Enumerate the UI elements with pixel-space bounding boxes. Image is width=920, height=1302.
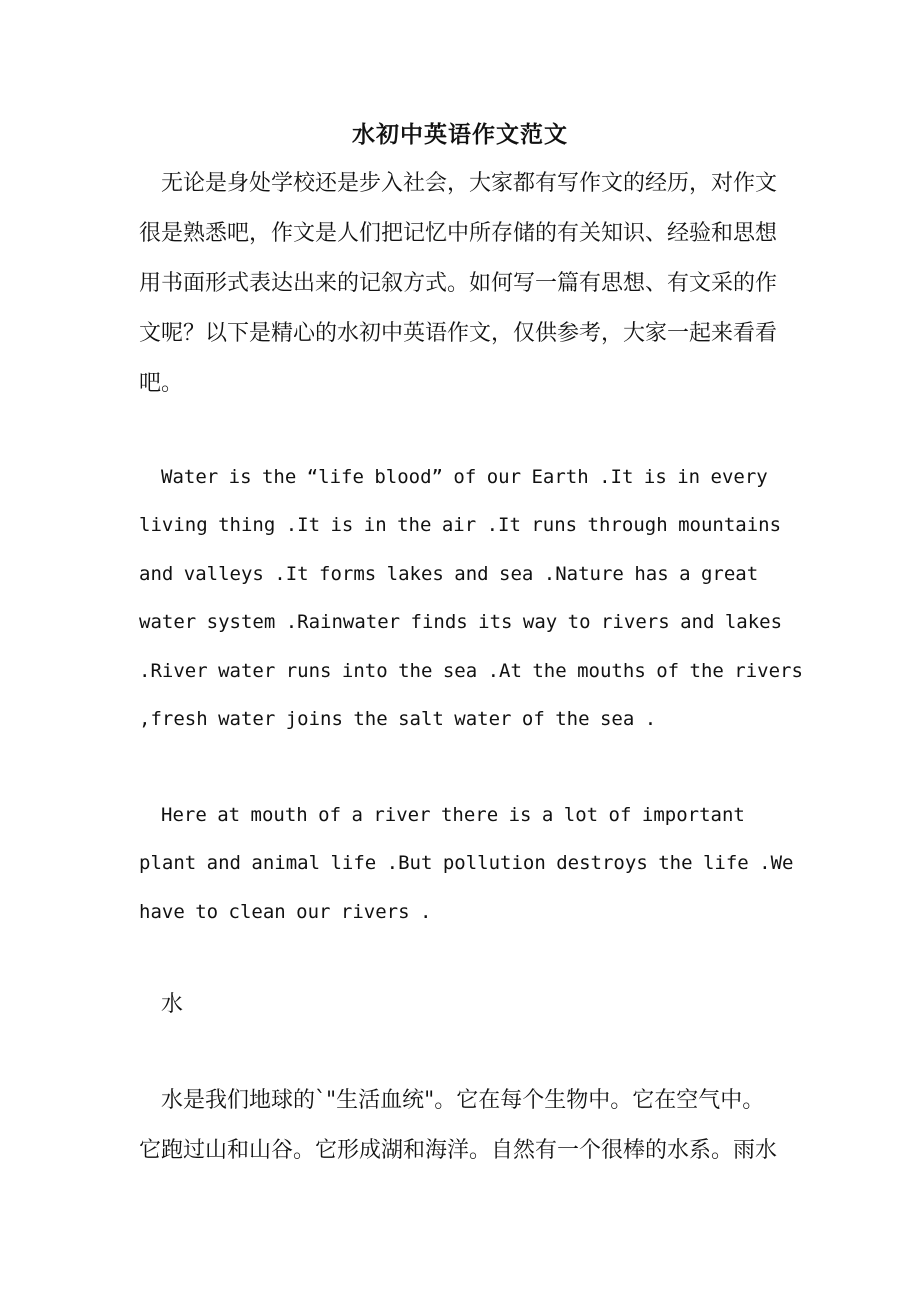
english-line: living thing .It is in the air .It runs through mountains bbox=[139, 514, 782, 537]
english-line: and valleys .It forms lakes and sea .Nature has a great bbox=[139, 562, 759, 585]
chinese-section-title bbox=[139, 980, 779, 1030]
english-line: Here at mouth of a river there is a lot of important bbox=[161, 804, 745, 826]
english-line: .River water runs into the sea .At the mouths of the rivers bbox=[139, 659, 803, 682]
english-paragraph-1 bbox=[139, 453, 803, 743]
english-line: water system .Rainwater finds its way to rivers and lakes bbox=[139, 611, 783, 634]
english-line: Water is the “life blood” of our Earth .It is in every bbox=[161, 466, 768, 488]
intro-line: 文呢？以下是精心的水初中英语作文，仅供参考，大家一起来看看 bbox=[139, 321, 778, 346]
chinese-title-text: 水 bbox=[161, 992, 184, 1017]
english-line: have to clean our rivers . bbox=[139, 900, 432, 923]
english-line: plant and animal life .But pollution destroys the life .We bbox=[139, 852, 794, 875]
english-paragraph-2 bbox=[139, 791, 799, 936]
english-line: ,fresh water joins the salt water of the sea . bbox=[139, 708, 657, 731]
essay-title: 水初中英语作文范文 bbox=[352, 121, 568, 148]
intro-paragraph bbox=[139, 159, 779, 409]
intro-line: 很是熟悉吧，作文是人们把记忆中所存储的有关知识、经验和思想 bbox=[139, 221, 778, 246]
intro-line: 用书面形式表达出来的记叙方式。如何写一篇有思想、有文采的作 bbox=[139, 271, 778, 296]
chinese-line: 它跑过山和山谷。它形成湖和海洋。自然有一个很棒的水系。雨水 bbox=[139, 1138, 778, 1163]
intro-line: 吧。 bbox=[139, 371, 184, 396]
chinese-line: 水是我们地球的`"生活血统"。它在每个生物中。它在空气中。 bbox=[161, 1088, 765, 1113]
chinese-paragraph bbox=[139, 1076, 779, 1176]
intro-line: 无论是身处学校还是步入社会，大家都有写作文的经历，对作文 bbox=[161, 171, 778, 196]
